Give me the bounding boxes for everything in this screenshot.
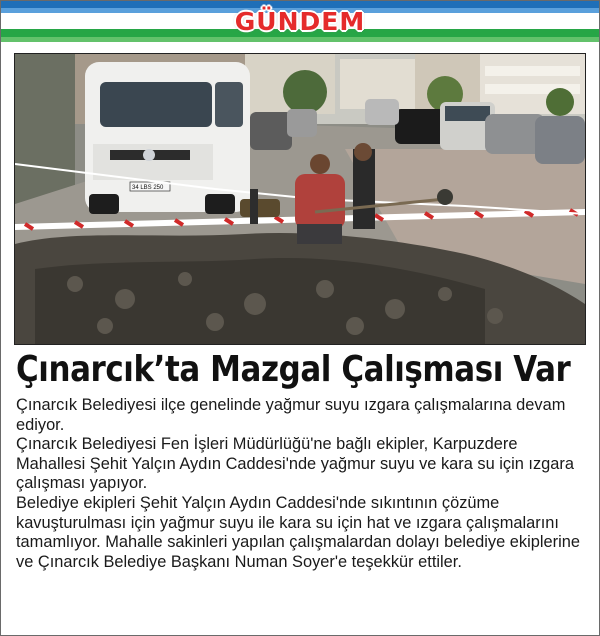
article-photo [14, 53, 586, 345]
header-stripe-green-light [1, 37, 599, 42]
building-left [15, 54, 75, 204]
article-paragraph: Belediye ekipleri Şehit Yalçın Aydın Caddesi'nde sıkıntının çözüme kavuşturulması için yağmur suyu ile kara su için hat ve ızgara çalışmalarını tamamlıyor. Mahalle sakinleri yapılan çalışmalardan dolayı belediye ekiplerine ve Çınarcık Belediye Başkanı Numan Soyer'e teşekkür ettiler. [16, 493, 580, 571]
section-title: GÜNDEM [234, 7, 366, 36]
white-van [85, 62, 250, 214]
article-paragraph: Çınarcık Belediyesi ilçe genelinde yağmur suyu ızgara çalışmalarına devam ediyor. [16, 396, 566, 434]
article-headline: Çınarcık’ta Mazgal Çalışması Var [16, 349, 571, 390]
article-body [16, 396, 591, 572]
article-paragraph: Çınarcık Belediyesi Fen İşleri Müdürlüğü'ne bağlı ekipler, Karpuzdere Mahallesi Şehit Yalçın Aydın Caddesi'nde yağmur suyu ve kara su için ızgara çalışması yapıyor. [16, 435, 574, 493]
van-plate: 34 LBS 250 [132, 185, 164, 191]
section-header [1, 1, 599, 43]
